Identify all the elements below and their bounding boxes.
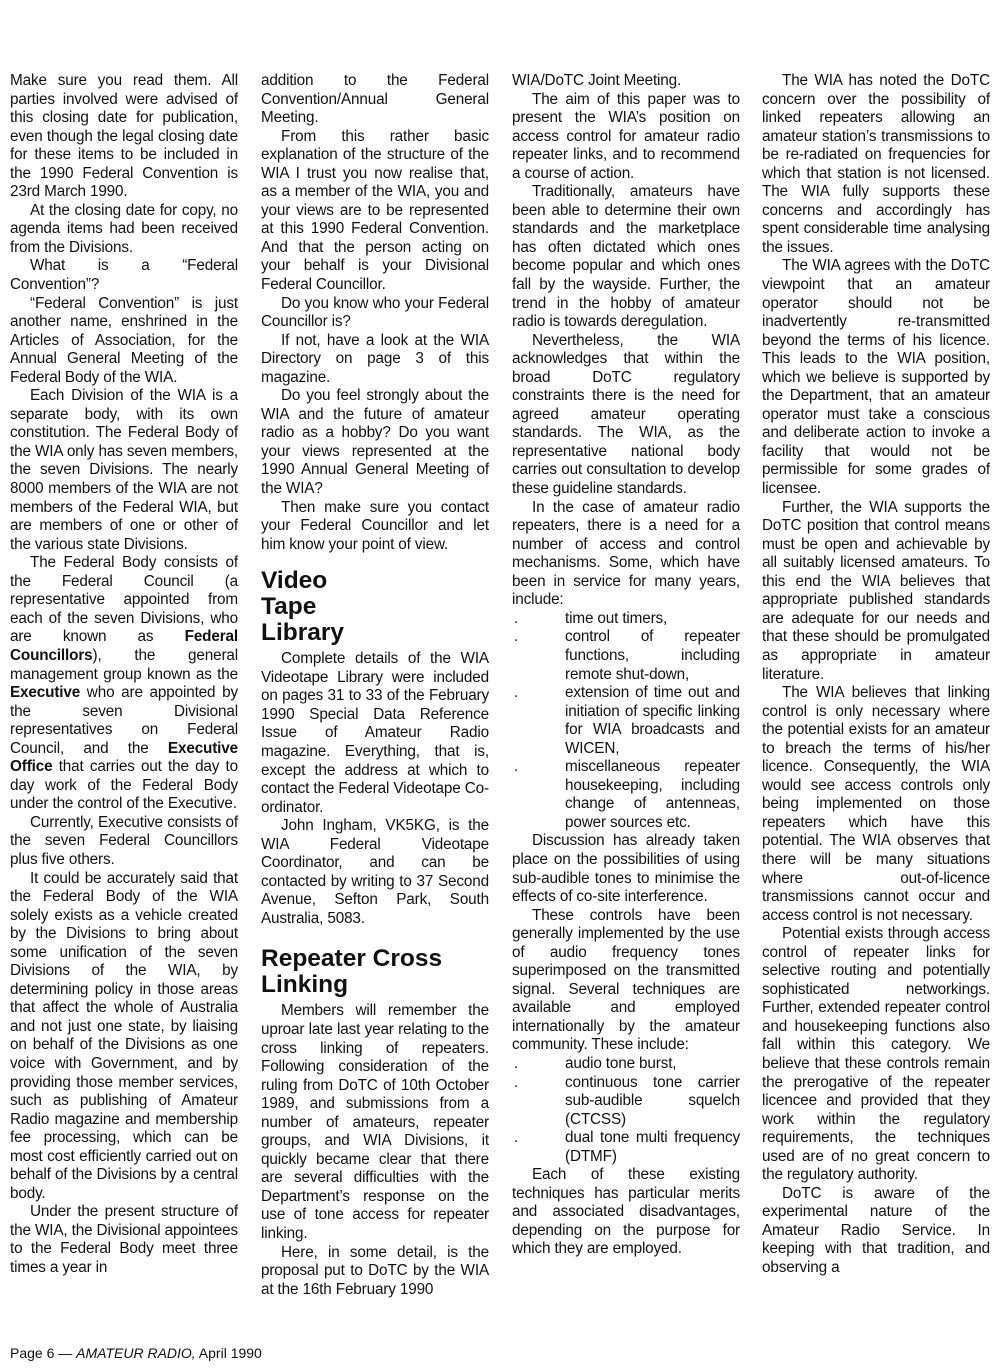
text-run: that carries out the day to day work of the Federal Body under the control of the Executive. <box>10 758 238 813</box>
column-2 <box>261 72 489 1299</box>
list-item-text: dual tone multi frequency (DTMF) <box>565 1129 740 1165</box>
column-4 <box>762 72 990 1278</box>
paragraph: Do you feel strongly about the WIA and the future of amateur radio as a hobby? Do you want your views represented at the 1990 Annual General Meeting of the WIA? <box>261 387 489 498</box>
paragraph: What is a “Federal Convention”? <box>10 257 238 294</box>
paragraph: Each of these existing techniques has particular merits and associated disadvantages, depending on the purpose for which they are employed. <box>512 1166 740 1258</box>
paragraph: The WIA believes that linking control is only necessary where the potential exists for an amateur to breach the terms of his/her licence. Consequently, the WIA would see access controls only being implemented on those repeaters which have this potential. The WIA observes that there will be many situations where out-of-licence transmissions cannot occur and access control is not necessary. <box>762 684 990 924</box>
bullet-dot: . <box>514 1054 519 1072</box>
paragraph: “Federal Convention” is just another name, enshrined in the Articles of Association, for the Annual General Meeting of the Federal Body of the WIA. <box>10 294 238 386</box>
paragraph: Traditionally, amateurs have been able to determine their own standards and the marketplace has often dictated which ones become popular and which ones fall by the wayside. Further, the trend in the hobby of amateur radio is towards deregulation. <box>512 183 740 331</box>
bullet-dot: . <box>514 1129 519 1147</box>
column-1 <box>10 72 238 1278</box>
column-3 <box>512 72 740 1259</box>
paragraph: Currently, Executive consists of the seven Federal Councillors plus five others. <box>10 813 238 868</box>
paragraph: It could be accurately said that the Federal Body of the WIA solely exists as a vehicle created by the Divisions to bring about some unification of the seven Divisions of the WIA, by determining policy in those areas that affect the whole of Australia and not just one state, by liaising on behalf of the Divisions as one voice with Government, and by providing those member services, such as publishing of Amateur Radio magazine and membership fee processing, which can be most cost efficiently carried out on behalf of the Divisions by a central body. <box>10 869 238 1202</box>
paragraph: Under the present structure of the WIA, the Divisional appointees to the Federal Body meet three times a year in <box>10 1203 238 1276</box>
bold-term-executive: Executive <box>10 684 81 702</box>
paragraph: The WIA agrees with the DoTC viewpoint that an amateur operator should not be inadvertently re-transmitted beyond the terms of his licence. This leads to the WIA position, which we believe is supported by the Department, that an amateur operator must take a conscious and deliberate action to invoke a facility that would not be permissible for some grades of licensee. <box>762 257 990 498</box>
bullet-dot: . <box>514 684 519 702</box>
section-heading-video-tape-library: Video Tape Library <box>261 567 345 647</box>
paragraph: DoTC is aware of the experimental nature of the Amateur Radio Service. In keeping with that tradition, and observing a <box>762 1184 990 1276</box>
paragraph: Discussion has already taken place on the possibilities of using sub-audible tones to minimise the effects of co-site interference. <box>512 832 740 906</box>
paragraph: At the closing date for copy, no agenda items had been received from the Divisions. <box>10 201 238 256</box>
paragraph: Members will remember the uproar late last year relating to the cross linking of repeaters. Following consideration of the ruling from DoTC of 10th October 1989, and submissions from a number of amateurs, repeater groups, and WIA Divisions, it quickly became clear that there are several difficulties with the Department’s response on the use of tone access for repeater linking. <box>261 1002 489 1242</box>
list-item-text: miscellaneous repeater housekeeping, including change of antenneas, power sources etc. <box>565 758 740 831</box>
list-item-text: time out timers, <box>565 609 668 627</box>
paragraph: addition to the Federal Convention/Annual General Meeting. <box>261 72 489 127</box>
paragraph: Further, the WIA supports the DoTC position that control means must be open and achievable by all suitably licensed amateurs. To this end the WIA believes that appropriate published standards are adequate for our needs and that these should be promulgated as appropriate in amateur literature. <box>762 498 990 683</box>
paragraph: These controls have been generally implemented by the use of audio frequency tones superimposed on the transmitted signal. Several techniques are available and employed internationally by the amateur community. These include: <box>512 906 740 1054</box>
list-item-text: audio tone burst, <box>565 1054 677 1072</box>
bold-term-federal-councillors: Federal Councillors <box>10 628 238 664</box>
bullet-list-controls <box>512 610 740 833</box>
paragraph: Make sure you read them. All parties involved were advised of this closing date for publication, even though the legal closing date for these items to be included in the 1990 Federal Convention is 23rd March 1990. <box>10 72 238 201</box>
page-footer <box>10 1345 262 1361</box>
section-heading-repeater-cross-linking: Repeater Cross Linking <box>261 945 443 999</box>
paragraph: Complete details of the WIA Videotape Library were included on pages 31 to 33 of the February 1990 Special Data Reference Issue of Amateur Radio magazine. Everything, that is, except the address at which to contact the Federal Videotape Co-ordinator. <box>261 650 489 816</box>
footer-magazine-title: AMATEUR RADIO, <box>76 1345 196 1361</box>
text-run: ), the general management group known as the <box>10 646 238 683</box>
list-item-text: continuous tone carrier sub-audible squelch (CTCSS) <box>565 1073 740 1128</box>
paragraph: From this rather basic explanation of the structure of the WIA I trust you now realise that, as a member of the WIA, you and your views are to be represented at this 1990 Federal Convention. And that the person acting on your behalf is your Divisional Federal Councillor. <box>261 127 489 294</box>
paragraph: If not, have a look at the WIA Directory on page 3 of this magazine. <box>261 331 489 386</box>
list-item <box>512 1074 740 1130</box>
list-item <box>512 1129 740 1166</box>
paragraph: The aim of this paper was to present the WIA’s position on access control for amateur radio repeater links, and to recommend a course of action. <box>512 90 740 182</box>
paragraph <box>10 554 238 814</box>
bullet-dot: . <box>514 628 519 646</box>
paragraph: Potential exists through access control of repeater links for selective routing and potentially sophisticated networkings. Further, extended repeater control and housekeeping functions also fall within this category. We believe that these controls remain the prerogative of the repeater licencee and provided that they work within the regulatory requirements, the techniques used are of no great concern to the regulatory authority. <box>762 925 990 1184</box>
list-item-text: extension of time out and initiation of specific linking for WIA broadcasts and WICEN, <box>565 684 740 757</box>
footer-issue-date: April 1990 <box>195 1345 262 1361</box>
list-item <box>512 628 740 684</box>
paragraph: In the case of amateur radio repeaters, there is a need for a number of access and control mechanisms. Some, which have been in service for many years, include: <box>512 498 740 609</box>
paragraph: Here, in some detail, is the proposal put to DoTC by the WIA at the 16th February 1990 <box>261 1243 489 1298</box>
bullet-dot: . <box>514 609 519 627</box>
paragraph: Do you know who your Federal Councillor is? <box>261 294 489 331</box>
list-item <box>512 1055 740 1074</box>
paragraph: Then make sure you contact your Federal Councillor and let him know your point of view. <box>261 498 489 553</box>
footer-page-number: Page 6 — <box>10 1345 77 1361</box>
bold-term-executive-office: Executive Office <box>10 739 238 776</box>
bullet-dot: . <box>514 1073 519 1091</box>
text-run: The Federal Body consists of the Federal Council (a representative appointed from each of the seven Divisions, who are known as <box>10 554 238 646</box>
text-run: who are appointed by the seven Divisional representatives on Federal Council, and the <box>10 684 238 757</box>
bullet-dot: . <box>514 758 519 776</box>
bullet-list-techniques <box>512 1055 740 1166</box>
list-item <box>512 610 740 629</box>
list-item <box>512 684 740 758</box>
paragraph: WIA/DoTC Joint Meeting. <box>512 72 682 89</box>
paragraph: John Ingham, VK5KG, is the WIA Federal Videotape Coordinator, and can be contacted by writing to 37 Second Avenue, Sefton Park, South Australia, 5083. <box>261 817 489 927</box>
list-item <box>512 758 740 832</box>
paragraph: Each Division of the WIA is a separate body, with its own constitution. The Federal Body of the WIA only has seven members, the seven Divisions. The nearly 8000 members of the WIA are not members of the Federal WIA, but are members of one or other of the various state Divisions. <box>10 387 238 553</box>
list-item-text: control of repeater functions, including remote shut-down, <box>565 628 740 683</box>
paragraph: The WIA has noted the DoTC concern over the possibility of linked repeaters allowing an amateur station’s transmissions to be re-radiated on frequencies for which that station is not licensed. The WIA fully supports these concerns and accordingly has spent considerable time analysing the issues. <box>762 72 990 256</box>
paragraph: Nevertheless, the WIA acknowledges that within the broad DoTC regulatory constraints there is the need for agreed amateur operating standards. The WIA, as the representative national body carries out consultation to develop these guideline standards. <box>512 331 740 498</box>
